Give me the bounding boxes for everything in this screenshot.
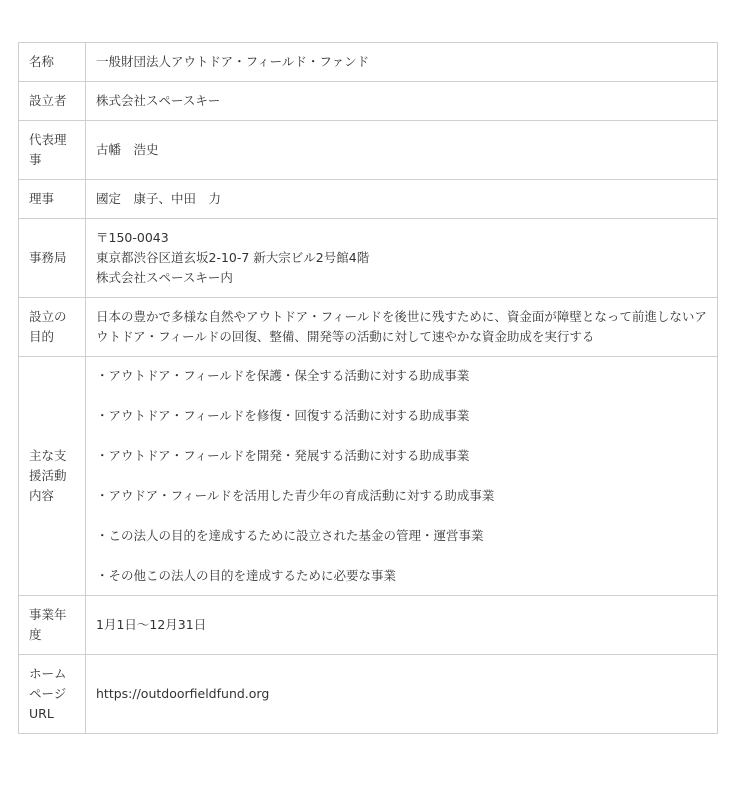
row-value-name: [86, 43, 718, 82]
table-row: [19, 121, 718, 180]
row-value-homepage: [86, 655, 718, 734]
row-value-purpose: [86, 298, 718, 357]
homepage-url: https://outdoorfieldfund.org: [96, 686, 270, 701]
row-label-activities: 主な支援活動内容: [19, 357, 86, 596]
activity-item: ・アウトドア・フィールドを開発・発展する活動に対する助成事業: [96, 448, 470, 463]
table-row: [19, 219, 718, 298]
row-label-office: 事務局: [19, 219, 86, 298]
table-row: [19, 43, 718, 82]
organization-info-table: [18, 42, 718, 734]
row-value-representative: [86, 121, 718, 180]
purpose-text: 日本の豊かで多様な自然やアウトドア・フィールドを後世に残すために、資金面が障壁となって前進しないアウトドア・フィールドの回復、整備、開発等の活動に対して速やかな資金助成を実行する: [96, 309, 707, 344]
founder-text: 株式会社スペースキー: [96, 93, 221, 108]
row-label-representative: 代表理事: [19, 121, 86, 180]
row-label-fiscal-year: 事業年度: [19, 596, 86, 655]
row-label-purpose: 設立の目的: [19, 298, 86, 357]
name-text: 一般財団法人アウトドア・フィールド・ファンド: [96, 54, 370, 69]
table-row: [19, 596, 718, 655]
activity-item: ・この法人の目的を達成するために設立された基金の管理・運営事業: [96, 528, 484, 543]
row-label-founder: 設立者: [19, 82, 86, 121]
representative-text: 古幡 浩史: [96, 142, 159, 157]
activity-item: ・アウトドア・フィールドを修復・回復する活動に対する助成事業: [96, 408, 470, 423]
fiscal-year-text: 1月1日〜12月31日: [96, 617, 207, 632]
table-row: [19, 298, 718, 357]
row-label-homepage: ホームページURL: [19, 655, 86, 734]
table-row: [19, 357, 718, 596]
row-value-activities: [86, 357, 718, 596]
row-value-office: [86, 219, 718, 298]
table-row: [19, 82, 718, 121]
activity-item: ・アウドア・フィールドを活用した青少年の育成活動に対する助成事業: [96, 488, 495, 503]
table-row: [19, 180, 718, 219]
directors-text: 國定 康子、中田 力: [96, 191, 222, 206]
activity-item: ・アウトドア・フィールドを保護・保全する活動に対する助成事業: [96, 368, 470, 383]
address-text: 東京都渋谷区道玄坂2-10-7 新大宗ビル2号館4階: [96, 250, 370, 265]
row-value-directors: [86, 180, 718, 219]
postal-code: 〒150-0043: [96, 230, 169, 245]
row-label-directors: 理事: [19, 180, 86, 219]
info-table-container: [18, 42, 718, 734]
table-row: [19, 655, 718, 734]
row-value-fiscal-year: [86, 596, 718, 655]
row-label-name: 名称: [19, 43, 86, 82]
activity-item: ・その他この法人の目的を達成するために必要な事業: [96, 568, 397, 583]
office-name: 株式会社スペースキー内: [96, 270, 233, 285]
row-value-founder: [86, 82, 718, 121]
